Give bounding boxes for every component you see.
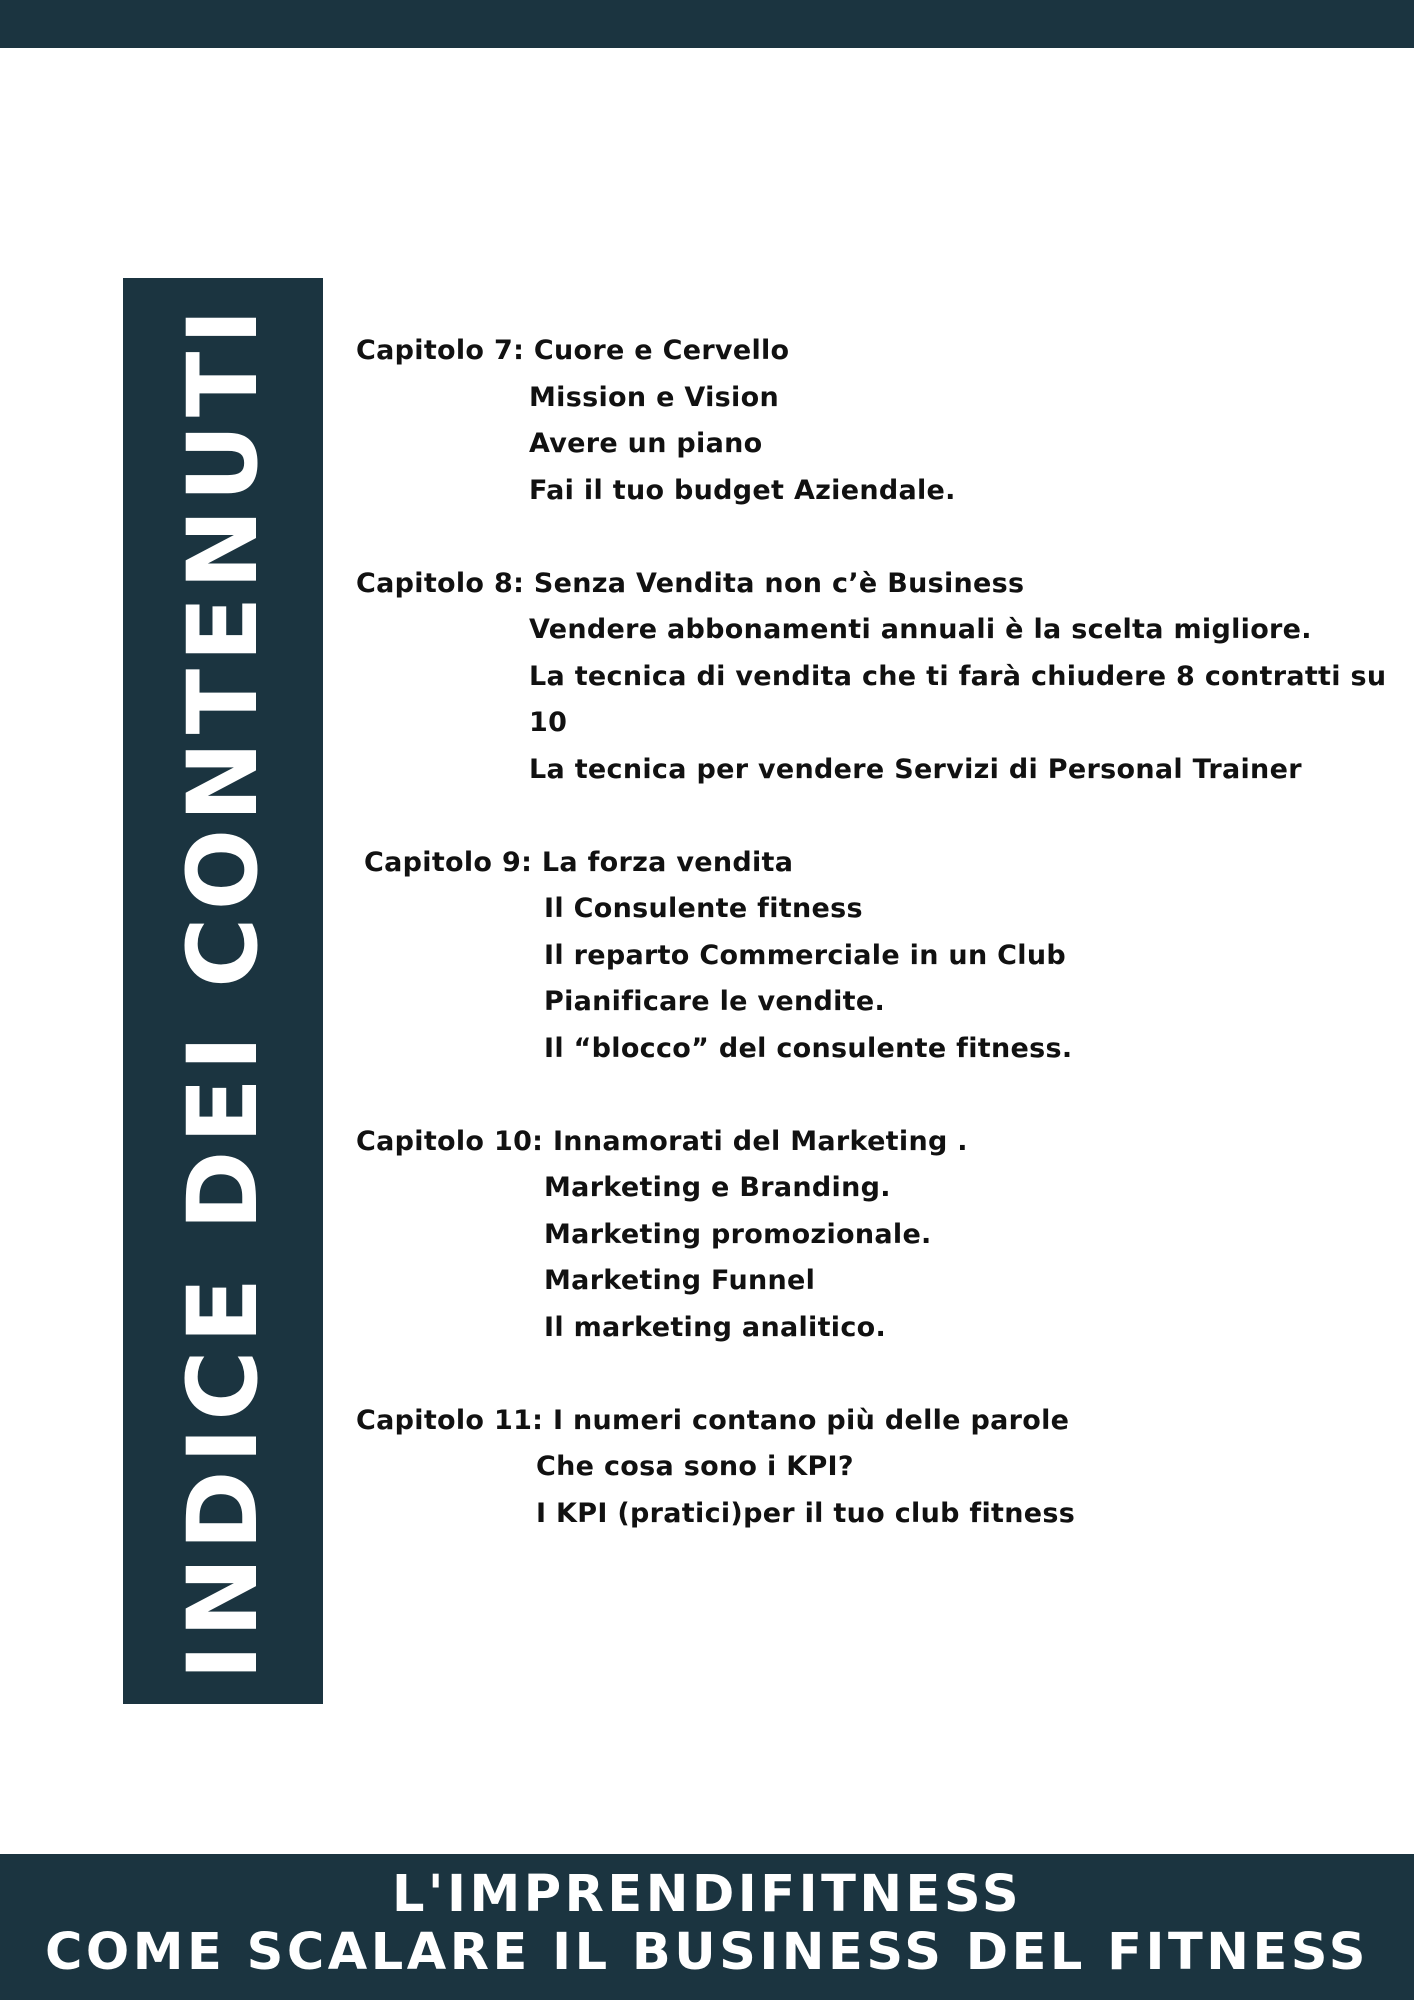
chapter-item: Il Consulente fitness: [544, 893, 863, 924]
chapter-item: Marketing Funnel: [544, 1265, 816, 1296]
chapter-heading: Capitolo 9: La forza vendita: [364, 846, 794, 878]
side-panel: INDICE DEI CONTENUTI: [123, 278, 323, 1704]
chapter-heading: Capitolo 8: Senza Vendita non c’è Business: [356, 567, 1025, 599]
chapter-item: Il marketing analitico.: [544, 1311, 887, 1343]
chapter-8: [356, 561, 1396, 794]
chapter-item: Pianificare le vendite.: [544, 986, 886, 1017]
footer-banner: [0, 1854, 1414, 2000]
footer-subtitle: COME SCALARE IL BUSINESS DEL FITNESS: [45, 1923, 1369, 1982]
chapter-item: Marketing e Branding.: [544, 1172, 891, 1203]
chapter-item: Che cosa sono i KPI?: [536, 1451, 854, 1482]
chapter-item: Avere un piano: [529, 428, 763, 459]
chapter-heading: Capitolo 7: Cuore e Cervello: [356, 335, 790, 366]
chapter-9: [356, 840, 1396, 1073]
chapter-item: Il “blocco” del consulente fitness.: [544, 1032, 1073, 1064]
chapter-10: [356, 1119, 1396, 1352]
chapter-item: Vendere abbonamenti annuali è la scelta migliore.: [529, 614, 1312, 645]
chapter-11: [356, 1398, 1396, 1538]
table-of-contents: [356, 328, 1396, 1584]
chapter-heading: Capitolo 10: Innamorati del Marketing .: [356, 1125, 968, 1157]
chapter-item: Marketing promozionale.: [544, 1218, 932, 1250]
chapter-heading: Capitolo 11: I numeri contano più delle parole: [356, 1404, 1070, 1436]
footer-title: L'IMPRENDIFITNESS: [391, 1865, 1023, 1924]
chapter-item: La tecnica per vendere Servizi di Personal Trainer: [529, 753, 1302, 785]
chapter-item: La tecnica di vendita che ti farà chiudere 8 contratti su 10: [529, 660, 1387, 738]
chapter-item: Il reparto Commerciale in un Club: [544, 939, 1066, 971]
top-bar: [0, 0, 1414, 48]
chapter-7: [356, 328, 1396, 514]
chapter-item: I KPI (pratici)per il tuo club fitness: [536, 1497, 1076, 1529]
chapter-item: Mission e Vision: [529, 381, 779, 413]
chapter-item: Fai il tuo budget Aziendale.: [529, 474, 956, 506]
